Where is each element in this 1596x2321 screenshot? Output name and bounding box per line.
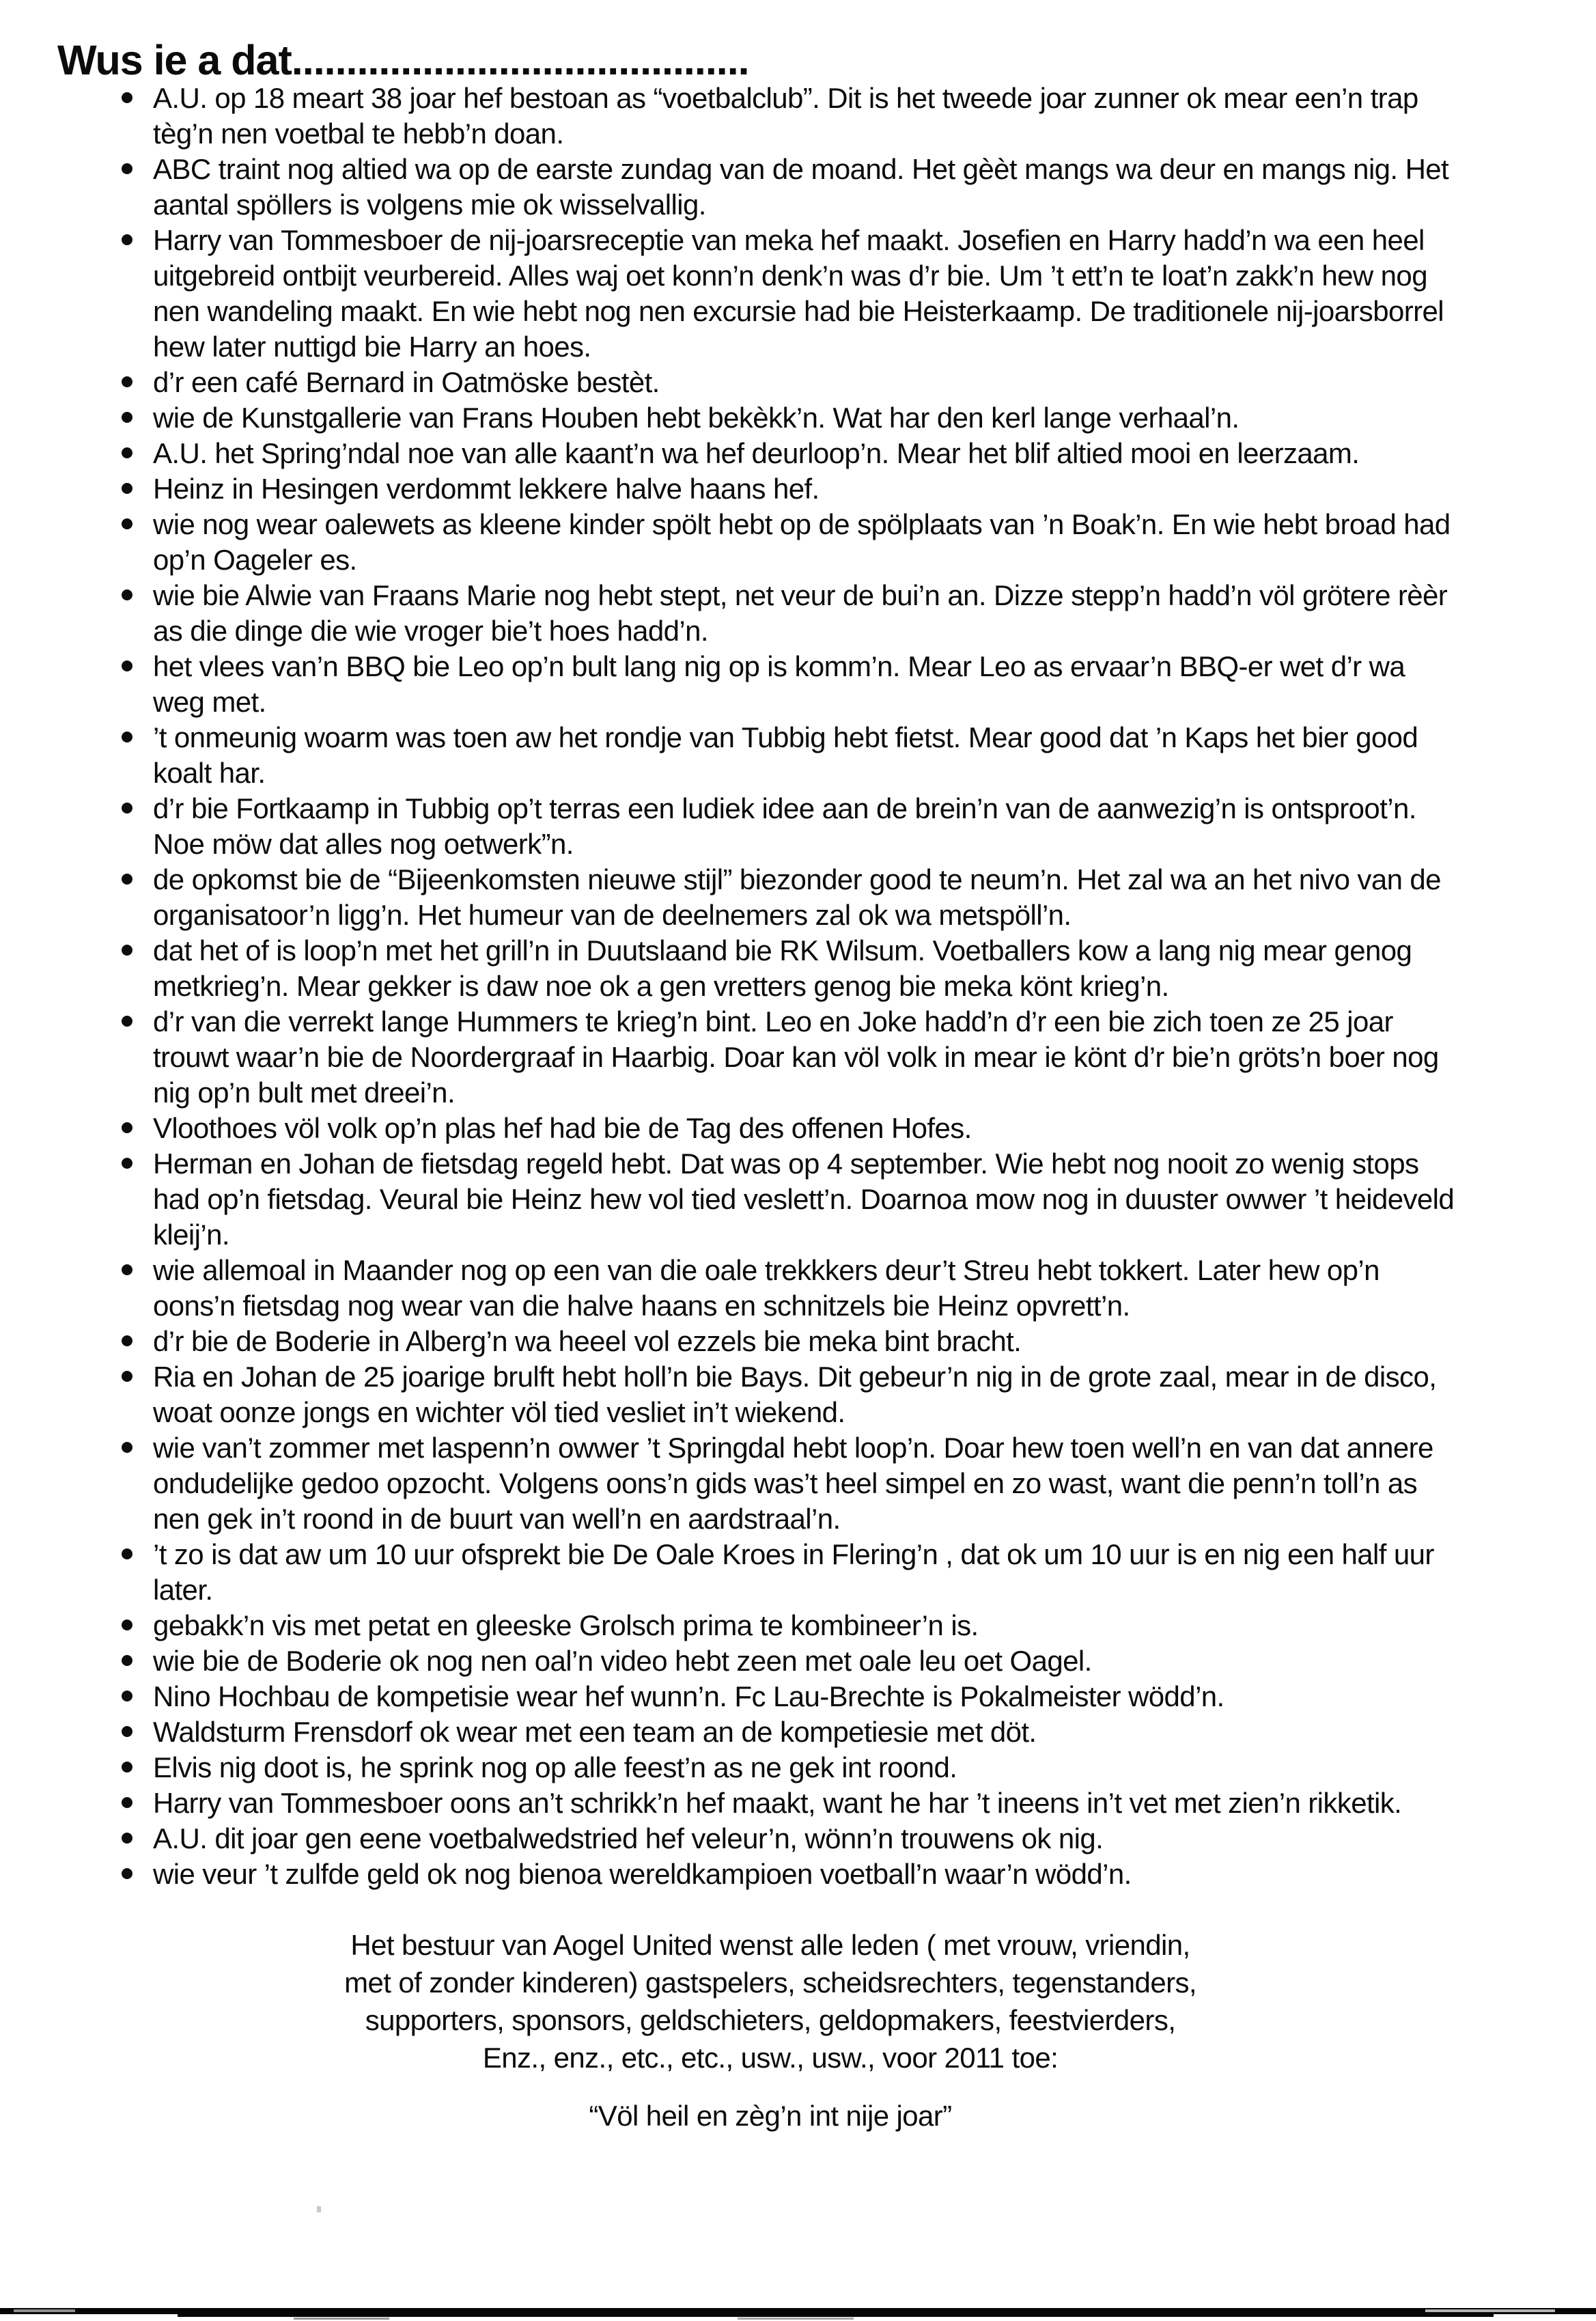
list-item: [115, 1324, 1457, 1359]
list-item-text: ’t onmeunig woarm was toen aw het rondje van Tubbig hebt fietst. Mear good dat ’n Kaps het bier good koalt har.: [153, 721, 1418, 789]
list-item: [115, 649, 1457, 720]
list-item: [115, 507, 1457, 578]
list-item-text: wie de Kunstgallerie van Frans Houben hebt bekèkk’n. Wat har den kerl lange verhaal’n.: [153, 402, 1240, 434]
list-item-text: ’t zo is dat aw um 10 uur ofsprekt bie De Oale Kroes in Flering’n , dat ok um 10 uur is en nig een half uur later.: [153, 1538, 1434, 1606]
list-item-text: d’r een café Bernard in Oatmöske bestèt.: [153, 366, 660, 398]
scan-artifact-dash: [294, 2318, 389, 2320]
bullet-icon: [122, 1833, 132, 1844]
closing-greeting: [115, 1926, 1426, 2076]
list-item-text: wie veur ’t zulfde geld ok nog bienoa wereldkampioen voetball’n waar’n wödd’n.: [153, 1858, 1132, 1890]
list-item-text: d’r van die verrekt lange Hummers te krieg’n bint. Leo en Joke hadd’n d’r een bie zich toen ze 25 joar trouwt waar’n bie de Noordergraaf in Haarbig. Doar kan völ volk in mear ie könt d’r bie’n gröts’n boer nog nig op’n bult met dreei’n.: [153, 1005, 1439, 1109]
list-item-text: Ria en Johan de 25 joarige brulft hebt holl’n bie Bays. Dit gebeur’n nig in de grote zaal, mear in de disco, woat oonze jongs en wichter völ tied vesliet in’t wiekend.: [153, 1361, 1437, 1428]
bullet-icon: [122, 732, 132, 742]
bullet-icon: [122, 1122, 132, 1133]
list-item-text: wie bie de Boderie ok nog nen oal’n video hebt zeen met oale leu oet Oagel.: [153, 1645, 1092, 1677]
list-item: [115, 1821, 1457, 1857]
list-item-text: A.U. op 18 meart 38 joar hef bestoan as “voetbalclub”. Dit is het tweede joar zunner ok mear een’n trap tèg’n nen voetbal te hebb’n doan.: [153, 82, 1418, 150]
list-item-text: gebakk’n vis met petat en gleeske Grolsch prima te kombineer’n is.: [153, 1609, 979, 1641]
list-item-text: het vlees van’n BBQ bie Leo op’n bult lang nig op is komm’n. Mear Leo as ervaar’n BBQ-er wet d’r wa weg met.: [153, 650, 1405, 718]
bullet-icon: [122, 92, 132, 103]
list-item-text: de opkomst bie de “Bijeenkomsten nieuwe stijl” biezonder good te neum’n. Het zal wa an het nivo van de organisatoor’n ligg’n. Het humeur van de deelnemers zal ok wa metspöll’n.: [153, 863, 1441, 931]
list-item: [115, 471, 1457, 507]
list-item: [115, 1004, 1457, 1111]
bullet-icon: [122, 1548, 132, 1559]
list-item-text: Harry van Tommesboer de nij-joarsreceptie van meka hef maakt. Josefien en Harry hadd’n wa een heel uitgebreid ontbijt veurbereid. Alles waj oet konn’n denk’n was d’r bie. Um ’t ett’n te loat’n zakk’n hew nog nen wandeling maakt. En wie hebt nog nen excursie had bie Heisterkaamp. De traditionele nij-joarsborrel hew later nuttigd bie Harry an hoes.: [153, 224, 1444, 363]
bullet-icon: [122, 661, 132, 671]
list-item: [115, 933, 1457, 1004]
closing-line: met of zonder kinderen) gastspelers, scheidsrechters, tegenstanders,: [344, 1966, 1196, 1999]
list-item: [115, 1253, 1457, 1324]
bullet-icon: [122, 447, 132, 458]
bullet-icon: [122, 376, 132, 387]
list-item: [115, 1359, 1457, 1430]
bullet-icon: [122, 945, 132, 956]
bullet-icon: [122, 1264, 132, 1275]
list-item-text: wie allemoal in Maander nog op een van die oale trekkkers deur’t Streu hebt tokkert. Later hew op’n oons’n fietsdag nog wear van die halve haans en schnitzels bie Heinz opvrett’n.: [153, 1254, 1380, 1322]
list-item-text: wie van’t zommer met laspenn’n owwer ’t Springdal hebt loop’n. Doar hew toen well’n en van dat annere ondudelijke gedoo opzocht. Volgens oons’n gids was’t heel simpel en zo wast, want die penn’n toll’n as nen gek in’t roond in de buurt van well’n en aardstraal’n.: [153, 1432, 1433, 1535]
scan-artifact-line: [178, 2312, 1494, 2317]
bullet-icon: [122, 874, 132, 885]
bullet-icon: [122, 1762, 132, 1773]
list-item-text: Herman en Johan de fietsdag regeld hebt. Dat was op 4 september. Wie hebt nog nooit zo wenig stops had op’n fietsdag. Veural bie Heinz hew vol tied veslett’n. Doarnoa mow nog in duuster owwer ’t heideveld kleij’n.: [153, 1148, 1455, 1251]
list-item: [115, 1679, 1457, 1714]
list-item: [115, 1537, 1457, 1608]
bullet-icon: [122, 163, 132, 174]
list-item-text: Harry van Tommesboer oons an’t schrikk’n hef maakt, want he har ’t ineens in’t vet met zien’n rikketik.: [153, 1787, 1402, 1819]
list-item: [115, 791, 1457, 862]
bullet-icon: [122, 1655, 132, 1666]
closing-line: Enz., enz., etc., etc., usw., usw., voor 2011 toe:: [482, 2042, 1059, 2074]
list-item: [115, 720, 1457, 791]
scan-artifact-dot: [317, 2206, 321, 2212]
list-item: [115, 365, 1457, 400]
bullet-icon: [122, 1868, 132, 1879]
bullet-icon: [122, 1620, 132, 1630]
list-item: [115, 1608, 1457, 1643]
did-you-know-list: [115, 81, 1457, 1892]
scan-artifact-dash: [14, 2309, 75, 2312]
new-year-quote: “Völ heil en zèg’n int nije joar”: [589, 2100, 952, 2132]
bullet-icon: [122, 1016, 132, 1027]
bullet-icon: [122, 1371, 132, 1382]
bullet-icon: [122, 234, 132, 245]
list-item: [115, 1430, 1457, 1537]
page-content: [115, 81, 1457, 2135]
list-item-text: dat het of is loop’n met het grill’n in Duutslaand bie RK Wilsum. Voetballers kow a lang nig mear genog metkrieg’n. Mear gekker is daw noe ok a gen vretters genog bie meka könt krieg’n.: [153, 934, 1412, 1002]
bullet-icon: [122, 1726, 132, 1737]
bullet-icon: [122, 1691, 132, 1701]
list-item: [115, 223, 1457, 365]
list-item-text: Vloothoes völ volk op’n plas hef had bie de Tag des offenen Hofes.: [153, 1112, 972, 1144]
list-item: [115, 436, 1457, 471]
list-item-text: Elvis nig doot is, he sprink nog op alle feest’n as ne gek int roond.: [153, 1751, 957, 1783]
bullet-icon: [122, 1158, 132, 1169]
scan-artifact-dash: [738, 2318, 854, 2320]
bullet-icon: [122, 1797, 132, 1808]
closing-line: supporters, sponsors, geldschieters, geldopmakers, feestvierders,: [365, 2004, 1176, 2036]
list-item: [115, 1111, 1457, 1146]
bullet-icon: [122, 803, 132, 814]
list-item: [115, 578, 1457, 649]
page-title: Wus ie a dat..........................................: [57, 36, 749, 83]
list-item-text: Nino Hochbau de kompetisie wear hef wunn’n. Fc Lau-Brechte is Pokalmeister wödd’n.: [153, 1680, 1224, 1712]
bullet-icon: [122, 1335, 132, 1346]
bullet-icon: [122, 412, 132, 423]
list-item: [115, 400, 1457, 436]
list-item: [115, 1714, 1457, 1750]
list-item-text: ABC traint nog altied wa op de earste zundag van de moand. Het gèèt mangs wa deur en mangs nig. Het aantal spöllers is volgens mie ok wisselvallig.: [153, 153, 1449, 221]
bullet-icon: [122, 589, 132, 600]
list-item: [115, 1750, 1457, 1785]
list-item-text: A.U. dit joar gen eene voetbalwedstried hef veleur’n, wönn’n trouwens ok nig.: [153, 1822, 1104, 1854]
list-item-text: A.U. het Spring’ndal noe van alle kaant’n wa hef deurloop’n. Mear het blif altied mooi en leerzaam.: [153, 437, 1360, 469]
list-item-text: Heinz in Hesingen verdommt lekkere halve haans hef.: [153, 473, 820, 505]
list-item: [115, 81, 1457, 152]
list-item: [115, 1643, 1457, 1679]
list-item-text: wie nog wear oalewets as kleene kinder spölt hebt op de spölplaats van ’n Boak’n. En wie hebt broad had op’n Oageler es.: [153, 508, 1451, 576]
list-item: [115, 1785, 1457, 1821]
list-item-text: d’r bie de Boderie in Alberg’n wa heeel vol ezzels bie meka bint bracht.: [153, 1325, 1022, 1357]
bullet-icon: [122, 1442, 132, 1453]
bullet-icon: [122, 483, 132, 494]
list-item: [115, 1146, 1457, 1253]
list-item-text: Waldsturm Frensdorf ok wear met een team an de kompetiesie met döt.: [153, 1716, 1037, 1748]
list-item: [115, 152, 1457, 223]
list-item: [115, 1857, 1457, 1892]
bullet-icon: [122, 518, 132, 529]
list-item-text: d’r bie Fortkaamp in Tubbig op’t terras een ludiek idee aan de brein’n van de aanwezig’n is ontsproot’n. Noe möw dat alles nog oetwerk”n.: [153, 792, 1416, 860]
list-item: [115, 862, 1457, 933]
list-item-text: wie bie Alwie van Fraans Marie nog hebt stept, net veur de bui’n an. Dizze stepp’n hadd’n völ grötere rèèr as die dinge die wie vroger bie’t hoes hadd’n.: [153, 579, 1448, 647]
closing-line: Het bestuur van Aogel United wenst alle leden ( met vrouw, vriendin,: [350, 1929, 1190, 1961]
scan-artifact-dash: [1425, 2309, 1555, 2312]
